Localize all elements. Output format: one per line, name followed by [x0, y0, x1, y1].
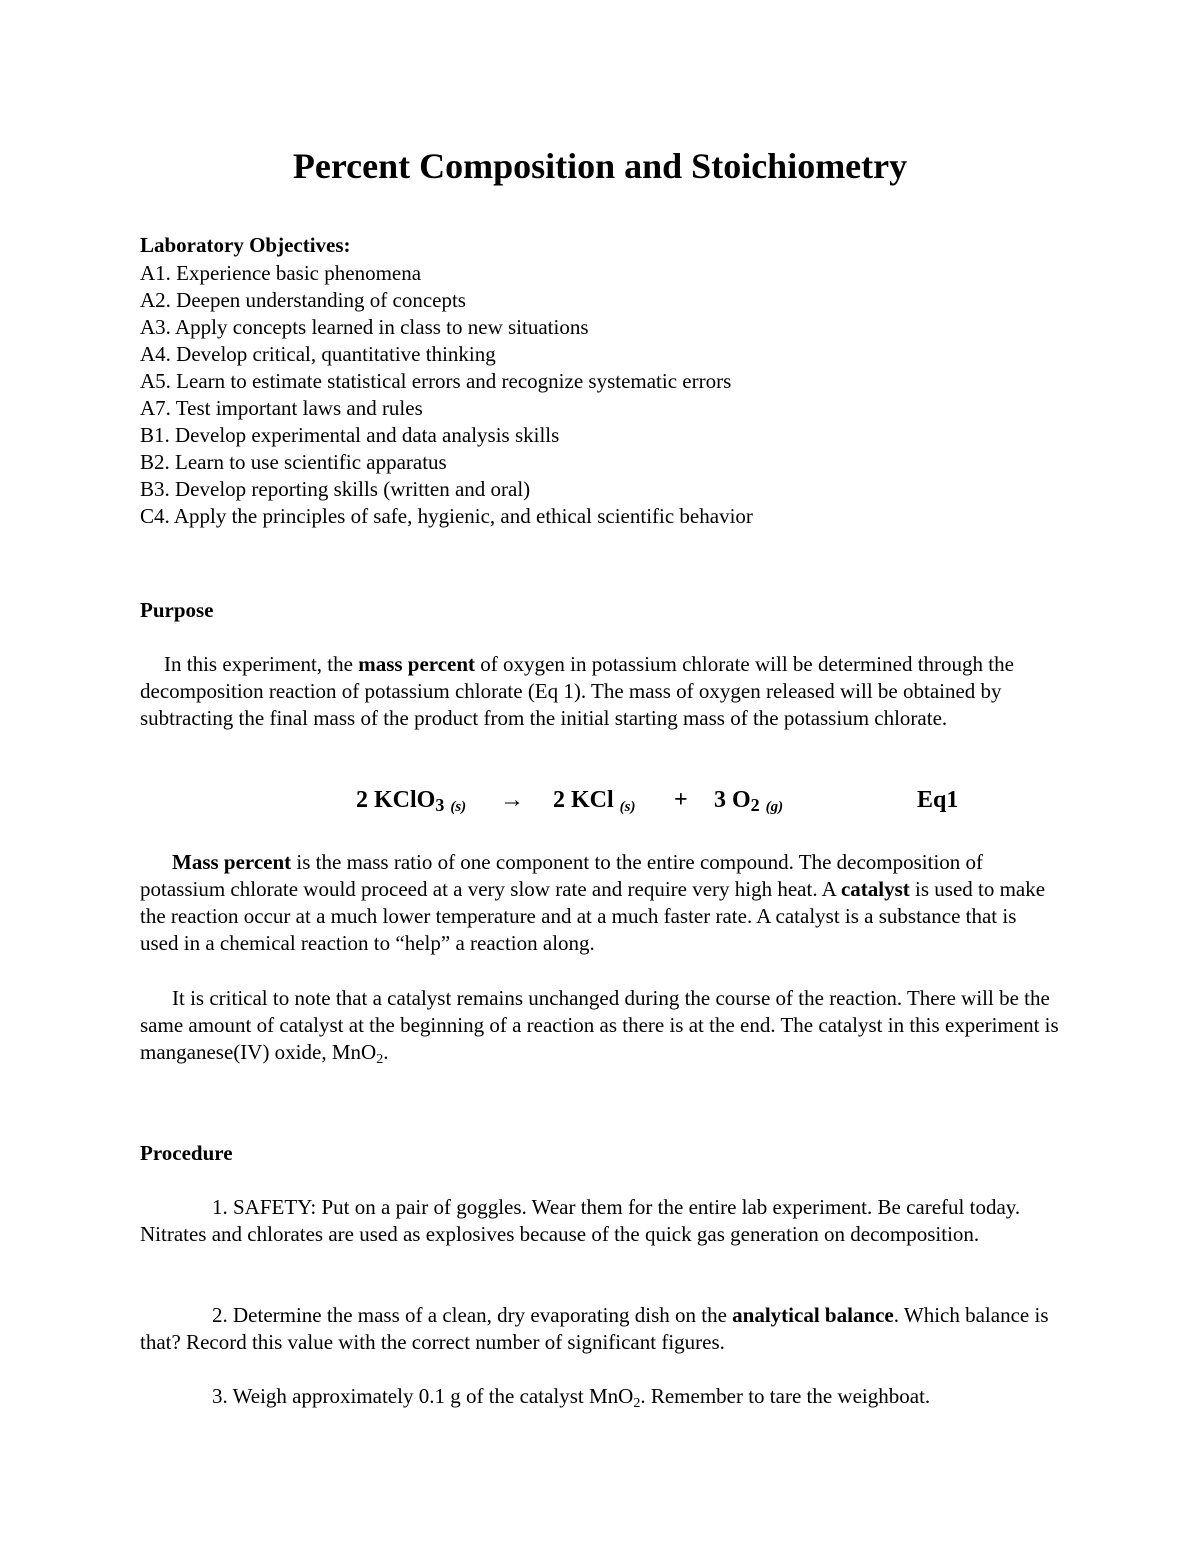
objective-item: A2. Deepen understanding of concepts: [140, 288, 466, 312]
equation-product-2: 3 O2 (g): [714, 787, 784, 815]
purpose-paragraph-1: [140, 651, 1060, 732]
page-title: Percent Composition and Stoichiometry: [292, 146, 908, 186]
objective-item: A5. Learn to estimate statistical errors and recognize systematic errors: [140, 369, 732, 393]
objective-item: A7. Test important laws and rules: [140, 396, 423, 420]
procedure-step-1: 1. SAFETY: Put on a pair of goggles. Wear them for the entire lab experiment. Be careful today. Nitrates and chlorates are used as explosives because of the quick gas generation on decomposition.: [140, 1195, 1021, 1246]
purpose-p1-bold: mass percent: [358, 652, 476, 676]
objective-item: A3. Apply concepts learned in class to new situations: [140, 315, 589, 339]
purpose-paragraph-2: Mass percent is the mass ratio of one component to the entire compound. The decomposition of potassium chlorate would proceed at a very slow rate and require very high heat. A catalyst is used to make the reaction occur at a much lower temperature and at a much faster rate. A catalyst is a substance that is used in a chemical reaction to “help” a reaction along.: [140, 850, 1046, 955]
purpose-heading: Purpose: [140, 598, 214, 622]
objective-item: A4. Develop critical, quantitative thinking: [140, 342, 496, 366]
equation-reactant: 2 KClO3 (s): [356, 787, 467, 815]
objective-item: A1. Experience basic phenomena: [140, 261, 422, 285]
procedure-step-3: 3. Weigh approximately 0.1 g of the catalyst MnO$_2$. Remember to tare the weighboat.: [212, 1384, 931, 1411]
objective-item: B3. Develop reporting skills (written and oral): [140, 477, 531, 501]
objective-item: B2. Learn to use scientific apparatus: [140, 450, 447, 474]
objectives-list: [140, 260, 753, 530]
purpose-paragraph-3: It is critical to note that a catalyst remains unchanged during the course of the reaction. There will be the same amount of catalyst at the beginning of a reaction as there is at the end. The catalyst in this experiment is manganese(IV) oxide, MnO$_2$.: [140, 986, 1059, 1067]
equation-arrow: →: [500, 787, 524, 813]
objective-item: C4. Apply the principles of safe, hygienic, and ethical scientific behavior: [140, 504, 753, 528]
purpose-p1-text: In this experiment, the: [164, 652, 359, 676]
mass-percent-term: Mass percent: [172, 850, 292, 874]
procedure-step-2: 2. Determine the mass of a clean, dry evaporating dish on the analytical balance. Which balance is that? Record this value with the correct number of significant figures.: [140, 1303, 1049, 1354]
analytical-balance-term: analytical balance: [732, 1303, 894, 1327]
catalyst-term: catalyst: [840, 877, 910, 901]
objectives-heading: Laboratory Objectives:: [140, 233, 351, 257]
equation-plus: +: [674, 787, 688, 813]
objective-item: B1. Develop experimental and data analysis skills: [140, 423, 560, 447]
equation-product-1: 2 KCl (s): [553, 787, 636, 815]
procedure-heading: Procedure: [140, 1141, 233, 1165]
equation-label: Eq1: [917, 787, 959, 813]
purpose-p1-text-after: of oxygen in potassium chlorate will be determined through the decomposition reaction of potassium chlorate (Eq 1). The mass of oxygen released will be obtained by subtracting the final mass of the product from the initial starting mass of the potassium chlorate.: [140, 652, 1014, 730]
chemical-equation: [0, 784, 1200, 816]
